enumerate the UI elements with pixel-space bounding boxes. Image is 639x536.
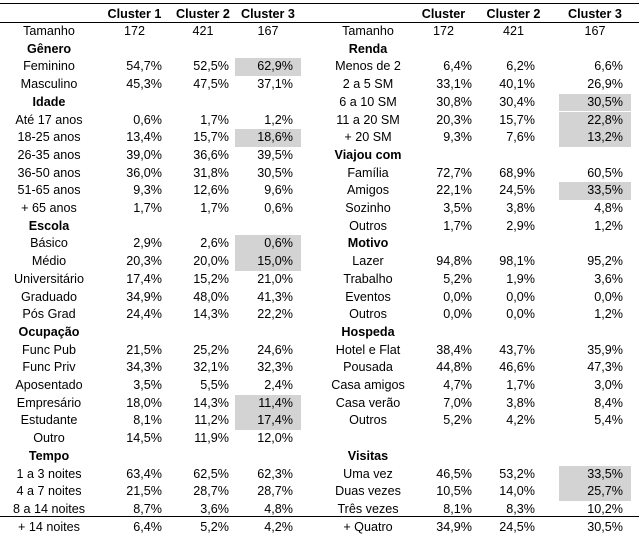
right-cluster-1-value: 5,2% <box>443 413 472 428</box>
table-row <box>0 395 639 413</box>
left-row-label: Func Priv <box>22 360 76 375</box>
left-row-label: 1 a 3 noites <box>16 466 82 481</box>
left-row-label: 26-35 anos <box>17 147 81 162</box>
right-cluster-2-value: 30,4% <box>499 94 535 109</box>
right-cluster-2-value: 6,2% <box>506 59 535 74</box>
right-cluster-3-value: 33,5% <box>559 182 631 200</box>
right-cluster-1-value: 34,9% <box>436 519 472 534</box>
right-row-label: Família <box>347 165 389 180</box>
left-cluster-2-value <box>171 218 235 236</box>
left-row-label: Aposentado <box>15 378 83 392</box>
right-cluster-3-value: 3,6% <box>594 271 623 286</box>
left-cluster-2-value: 12,6% <box>193 183 229 198</box>
right-cluster-3-value <box>559 41 631 59</box>
left-row-label: 36-50 anos <box>17 165 81 180</box>
table-row <box>0 466 639 484</box>
left-cluster-2-value: 15,7% <box>193 130 229 145</box>
right-cluster-2-value: 2,9% <box>506 218 535 233</box>
right-cluster-1-value: 9,3% <box>443 130 472 145</box>
left-cluster-2-value: 52,5% <box>193 59 229 74</box>
right-cluster-2-value: 421 <box>502 24 524 38</box>
left-cluster-2-value: 14,3% <box>193 307 229 322</box>
left-cluster-3-value: 15,0% <box>235 253 301 271</box>
left-cluster-2-value: 421 <box>192 24 214 38</box>
right-cluster-2-value: 3,8% <box>506 395 535 410</box>
right-cluster-2-value: 24,5% <box>499 519 535 534</box>
left-cluster-2-value <box>171 41 235 59</box>
right-section-heading: Motivo <box>347 236 389 251</box>
right-cluster-3-value <box>559 324 631 342</box>
left-section-heading: Idade <box>32 94 66 109</box>
left-cluster-1-value: 18,0% <box>126 395 162 410</box>
left-cluster-3-value: 9,6% <box>264 183 293 198</box>
left-cluster-1-value <box>98 324 171 342</box>
left-cluster-2-value: 20,0% <box>193 254 229 269</box>
left-cluster-1-value: 24,4% <box>126 307 162 322</box>
left-cluster-1-value: 34,9% <box>126 289 162 304</box>
right-section-heading: Hospeda <box>341 324 395 339</box>
right-cluster-3-value: 35,9% <box>587 342 623 357</box>
left-cluster-1-value: 39,0% <box>126 147 162 162</box>
right-cluster-1-value: 5,2% <box>443 271 472 286</box>
right-cluster-3-value: 25,7% <box>559 483 631 501</box>
left-cluster-3-value <box>235 218 301 236</box>
table-row <box>0 23 639 41</box>
right-row-label: Outros <box>349 307 387 322</box>
right-cluster-3-value: 95,2% <box>587 254 623 269</box>
left-row-label: Estudante <box>20 413 78 428</box>
right-cluster-1-value <box>409 430 478 448</box>
table-row <box>0 147 639 165</box>
left-cluster-1-value: 9,3% <box>133 183 162 198</box>
left-cluster-3-value: 0,6% <box>235 235 301 253</box>
left-section-heading: Ocupação <box>18 324 80 339</box>
right-row-label: Trabalho <box>343 271 393 286</box>
left-section-heading: Gênero <box>26 41 72 56</box>
right-cluster-2-value: 43,7% <box>499 342 535 357</box>
table-row <box>0 324 639 342</box>
right-row-label: + 20 SM <box>344 130 392 145</box>
right-row-label: Lazer <box>352 254 384 269</box>
right-cluster-2-value: 3,8% <box>506 201 535 215</box>
right-cluster-1-value: 4,7% <box>443 378 472 392</box>
left-cluster-1-value: 34,3% <box>126 360 162 375</box>
left-cluster-1-value: 21,5% <box>126 484 162 499</box>
right-cluster-3-value: 13,2% <box>559 129 631 147</box>
left-cluster-3-value: 12,0% <box>257 431 293 446</box>
left-cluster-1-value: 63,4% <box>126 466 162 481</box>
right-cluster-2-value: 4,2% <box>506 413 535 428</box>
table-row <box>0 306 639 324</box>
left-cluster-3-value: 39,5% <box>257 147 293 162</box>
left-cluster-3-value: 4,2% <box>264 519 293 534</box>
right-cluster-3-value <box>559 430 631 448</box>
right-cluster-3-value: 33,5% <box>559 466 631 484</box>
right-cluster-1-value: 8,1% <box>443 501 472 516</box>
right-cluster-3-value <box>559 147 631 165</box>
right-cluster-2-value: 1,7% <box>506 378 535 392</box>
left-row-label: Empresário <box>16 395 82 410</box>
left-cluster-3-value: 32,3% <box>257 360 293 375</box>
right-cluster-1-value <box>409 41 478 59</box>
left-cluster-1-value: 17,4% <box>126 271 162 286</box>
left-cluster-1-value: 2,9% <box>133 236 162 251</box>
left-cluster-2-value <box>171 94 235 112</box>
right-cluster-3-value: 3,0% <box>594 378 623 392</box>
right-row-label: Duas vezes <box>335 484 401 499</box>
left-cluster-2-value: 5,2% <box>200 519 229 534</box>
left-cluster-1-value: 36,0% <box>126 165 162 180</box>
left-cluster-1-value: 54,7% <box>126 59 162 74</box>
right-section-heading: Viajou com <box>334 147 402 162</box>
right-cluster-1-value: 94,8% <box>436 254 472 269</box>
left-row-label: Médio <box>31 254 67 269</box>
table-row <box>0 76 639 94</box>
right-cluster-1-value: 0,0% <box>443 289 472 304</box>
table-row <box>0 412 639 430</box>
right-cluster-3-value: 1,2% <box>594 307 623 322</box>
left-cluster-1-value: 1,7% <box>133 201 162 215</box>
left-cluster-1-value <box>98 94 171 112</box>
right-cluster-1-value <box>409 235 478 253</box>
right-cluster-3-value: 47,3% <box>587 360 623 375</box>
left-row-label: 8 a 14 noites <box>12 501 86 516</box>
left-cluster-3-value: 22,2% <box>257 307 293 322</box>
right-cluster-1-value <box>409 448 478 466</box>
left-cluster-3-value: 41,3% <box>257 289 293 304</box>
right-cluster-2-value: 8,3% <box>506 501 535 516</box>
left-cluster-1-value: 172 <box>123 24 145 38</box>
table-row <box>0 129 639 147</box>
right-cluster-1-value: 38,4% <box>436 342 472 357</box>
right-cluster-3-value <box>559 235 631 253</box>
left-cluster-3-value: 21,0% <box>257 271 293 286</box>
left-cluster-1-value: 21,5% <box>126 342 162 357</box>
table-row <box>0 94 639 112</box>
right-row-label: Pousada <box>343 360 393 375</box>
left-cluster-1-value: 20,3% <box>126 254 162 269</box>
left-row-label: Outro <box>33 431 65 446</box>
left-cluster-3-value: 28,7% <box>257 484 293 499</box>
right-cluster-1-value: 33,1% <box>436 77 472 92</box>
right-cluster-2-value: 0,0% <box>506 307 535 322</box>
left-section-heading: Tempo <box>28 448 70 463</box>
left-cluster-3-value: 30,5% <box>257 165 293 180</box>
left-row-label: Graduado <box>20 289 77 304</box>
left-row-label: Feminino <box>23 59 75 74</box>
header-right-cluster-3: Cluster 3 <box>568 7 622 21</box>
left-cluster-3-value: 37,1% <box>257 77 293 92</box>
left-cluster-2-value <box>171 448 235 466</box>
right-cluster-3-value: 8,4% <box>594 395 623 410</box>
left-row-label: Tamanho <box>23 24 75 38</box>
left-cluster-1-value: 14,5% <box>126 431 162 446</box>
left-cluster-2-value: 25,2% <box>193 342 229 357</box>
right-row-label: Eventos <box>345 289 391 304</box>
right-cluster-3-value: 60,5% <box>587 165 623 180</box>
left-cluster-2-value: 36,6% <box>193 147 229 162</box>
left-cluster-2-value: 14,3% <box>193 395 229 410</box>
left-row-label: Pós Grad <box>22 307 76 322</box>
right-cluster-1-value: 72,7% <box>436 165 472 180</box>
right-row-label: Casa verão <box>335 395 401 410</box>
left-cluster-3-value <box>235 41 301 59</box>
left-cluster-3-value: 62,9% <box>235 58 301 76</box>
right-row-label: Amigos <box>347 183 389 198</box>
left-row-label: + 14 noites <box>18 519 80 534</box>
left-cluster-1-value <box>98 448 171 466</box>
right-cluster-3-value: 0,0% <box>594 289 623 304</box>
left-cluster-3-value <box>235 94 301 112</box>
left-row-label: 4 a 7 noites <box>16 484 82 499</box>
left-cluster-1-value: 6,4% <box>133 519 162 534</box>
right-section-heading: Visitas <box>347 448 389 463</box>
right-cluster-3-value: 10,2% <box>587 501 623 516</box>
right-cluster-1-value: 10,5% <box>436 484 472 499</box>
right-cluster-1-value: 6,4% <box>443 59 472 74</box>
right-cluster-1-value: 20,3% <box>436 112 472 127</box>
right-cluster-1-value: 0,0% <box>443 307 472 322</box>
right-cluster-3-value: 167 <box>584 24 606 38</box>
left-row-label: Func Pub <box>22 342 76 357</box>
table-row <box>0 430 639 448</box>
right-row-label: Outros <box>349 413 387 428</box>
left-cluster-1-value: 8,7% <box>133 501 162 516</box>
table-row <box>0 253 639 271</box>
right-cluster-1-value <box>409 147 478 165</box>
left-row-label: Universitário <box>14 271 84 286</box>
left-cluster-1-value: 45,3% <box>126 77 162 92</box>
left-cluster-2-value: 3,6% <box>200 501 229 516</box>
right-cluster-2-value: 68,9% <box>499 165 535 180</box>
left-cluster-3-value: 1,2% <box>264 112 293 127</box>
right-cluster-2-value: 40,1% <box>499 77 535 92</box>
table-row <box>0 41 639 59</box>
table-row <box>0 377 639 395</box>
left-row-label: Masculino <box>20 77 78 92</box>
right-cluster-2-value <box>478 41 549 59</box>
left-cluster-3-value: 17,4% <box>235 412 301 430</box>
left-cluster-1-value <box>98 41 171 59</box>
table-row <box>0 483 639 501</box>
left-cluster-3-value <box>235 324 301 342</box>
left-cluster-3-value: 62,3% <box>257 466 293 481</box>
right-cluster-2-value <box>478 448 549 466</box>
left-row-label: 51-65 anos <box>17 183 81 198</box>
right-cluster-3-value: 22,8% <box>559 112 631 130</box>
right-row-label: Casa amigos <box>331 378 405 392</box>
header-left-cluster-1: Cluster 1 <box>107 7 162 21</box>
left-cluster-2-value: 1,7% <box>200 201 229 215</box>
right-cluster-2-value: 1,9% <box>506 271 535 286</box>
header-row <box>0 4 639 24</box>
left-cluster-3-value: 2,4% <box>264 378 293 392</box>
table-row <box>0 289 639 307</box>
left-cluster-1-value: 0,6% <box>133 112 162 127</box>
left-cluster-3-value <box>235 448 301 466</box>
right-cluster-1-value: 3,5% <box>443 201 472 215</box>
left-cluster-2-value: 32,1% <box>193 360 229 375</box>
left-cluster-2-value: 28,7% <box>193 484 229 499</box>
right-cluster-3-value: 4,8% <box>594 201 623 215</box>
left-cluster-2-value: 5,5% <box>200 378 229 392</box>
left-cluster-3-value: 18,6% <box>235 129 301 147</box>
right-row-label: Outros <box>349 218 387 233</box>
left-cluster-1-value: 13,4% <box>126 130 162 145</box>
right-cluster-2-value: 98,1% <box>499 254 535 269</box>
left-cluster-1-value: 3,5% <box>133 378 162 392</box>
right-row-label: Sozinho <box>345 201 391 215</box>
right-row-label: 11 a 20 SM <box>336 112 400 127</box>
table-row <box>0 58 639 76</box>
table-row <box>0 359 639 377</box>
right-cluster-1-value: 1,7% <box>443 218 472 233</box>
right-cluster-3-value: 30,5% <box>559 94 631 112</box>
table-row <box>0 112 639 130</box>
right-cluster-3-value: 6,6% <box>594 59 623 74</box>
table-row <box>0 271 639 289</box>
left-row-label: Básico <box>30 236 68 251</box>
table-row <box>0 165 639 183</box>
right-cluster-1-value: 30,8% <box>436 94 472 109</box>
left-row-label: Até 17 anos <box>15 112 83 127</box>
right-cluster-2-value: 14,0% <box>499 484 535 499</box>
table-row <box>0 448 639 466</box>
header-right-cluster-2: Cluster 2 <box>486 7 541 21</box>
right-row-label: Uma vez <box>343 466 393 481</box>
left-cluster-2-value: 48,0% <box>193 289 229 304</box>
left-section-heading: Escola <box>28 218 70 233</box>
right-row-label: Hotel e Flat <box>335 342 401 357</box>
right-cluster-1-value: 44,8% <box>436 360 472 375</box>
right-cluster-1-value: 22,1% <box>436 183 472 198</box>
right-cluster-3-value: 26,9% <box>587 77 623 92</box>
right-cluster-3-value <box>559 448 631 466</box>
right-row-label: 6 a 10 SM <box>339 94 397 109</box>
right-cluster-2-value <box>478 324 549 342</box>
left-row-label: + 65 anos <box>21 201 77 215</box>
left-cluster-2-value: 15,2% <box>193 271 229 286</box>
right-cluster-2-value: 24,5% <box>499 183 535 198</box>
right-cluster-3-value: 5,4% <box>594 413 623 428</box>
right-cluster-2-value <box>478 147 549 165</box>
table-row <box>0 342 639 360</box>
right-section-heading: Renda <box>348 41 388 56</box>
right-cluster-3-value: 1,2% <box>594 218 623 233</box>
left-cluster-3-value: 0,6% <box>264 201 293 215</box>
header-right-cluster-1: Cluster <box>421 7 466 21</box>
right-cluster-2-value: 53,2% <box>499 466 535 481</box>
right-row-label: Menos de 2 <box>335 59 401 74</box>
left-cluster-3-value: 4,8% <box>264 501 293 516</box>
right-cluster-1-value: 46,5% <box>436 466 472 481</box>
left-cluster-2-value: 31,8% <box>193 165 229 180</box>
right-cluster-2-value: 15,7% <box>499 112 535 127</box>
right-cluster-2-value: 46,6% <box>499 360 535 375</box>
left-cluster-2-value: 62,5% <box>193 466 229 481</box>
right-row-label: 2 a 5 SM <box>342 77 394 92</box>
right-cluster-2-value: 7,6% <box>506 130 535 145</box>
table-row <box>0 218 639 236</box>
right-row-label <box>327 430 409 448</box>
left-cluster-2-value: 2,6% <box>200 236 229 251</box>
right-cluster-1-value: 172 <box>432 24 454 38</box>
header-left-cluster-2: Cluster 2 <box>176 7 230 21</box>
left-cluster-2-value <box>171 324 235 342</box>
right-cluster-2-value: 0,0% <box>506 289 535 304</box>
right-row-label: + Quatro <box>343 519 393 534</box>
table-row <box>0 200 639 218</box>
left-cluster-2-value: 1,7% <box>200 112 229 127</box>
left-cluster-1-value <box>98 218 171 236</box>
right-cluster-1-value: 7,0% <box>443 395 472 410</box>
right-cluster-3-value: 30,5% <box>587 519 623 534</box>
right-cluster-2-value <box>478 430 549 448</box>
right-cluster-1-value <box>409 324 478 342</box>
left-cluster-3-value: 11,4% <box>235 395 301 413</box>
left-cluster-2-value: 47,5% <box>193 77 229 92</box>
left-cluster-3-value: 167 <box>257 24 279 38</box>
left-row-label: 18-25 anos <box>17 130 81 145</box>
table-row <box>0 235 639 253</box>
right-row-label: Três vezes <box>337 501 399 516</box>
right-row-label: Tamanho <box>342 24 394 38</box>
left-cluster-2-value: 11,9% <box>194 431 229 446</box>
header-left-cluster-3: Cluster 3 <box>241 7 295 21</box>
table-row <box>0 519 639 536</box>
left-cluster-2-value: 11,2% <box>194 413 229 428</box>
left-cluster-3-value: 24,6% <box>257 342 293 357</box>
left-cluster-1-value: 8,1% <box>133 413 162 428</box>
table-row <box>0 182 639 200</box>
right-cluster-2-value <box>478 235 549 253</box>
